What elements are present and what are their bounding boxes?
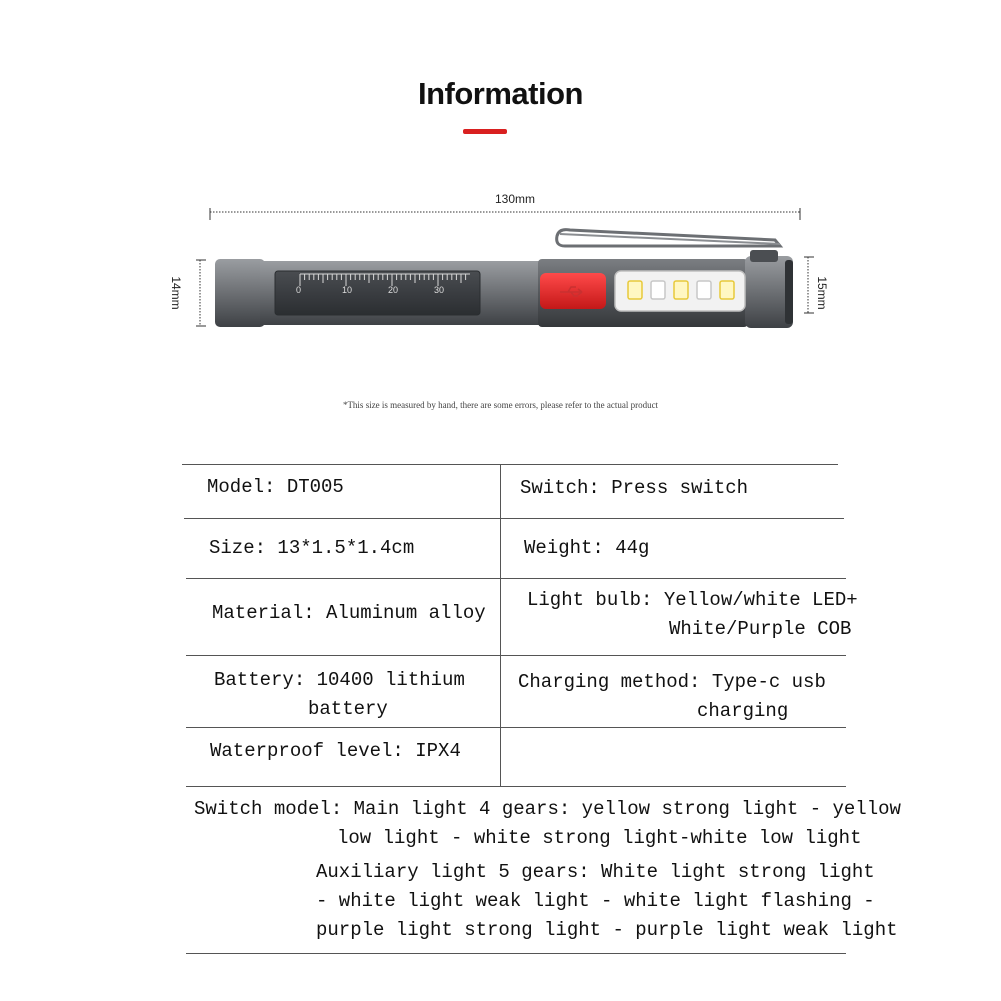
flashlight-illustration [160, 200, 840, 340]
spec-switch-model-line3: Auxiliary light 5 gears: White light strong light [316, 861, 875, 883]
spec-bulb-line2: White/Purple COB [669, 618, 852, 640]
page-title: Information [418, 76, 583, 111]
spec-switch-model-line2: low light - white strong light-white low light [337, 827, 862, 849]
spec-battery-line1: Battery: 10400 lithium [214, 669, 465, 691]
spec-bulb-line1: Light bulb: Yellow/white LED+ [527, 589, 858, 611]
spec-material: Material: Aluminum alloy [212, 602, 486, 624]
ruler-label-30: 30 [434, 285, 445, 295]
spec-switch-model-line5: purple light strong light - purple light weak light [316, 919, 898, 941]
spec-model: Model: DT005 [207, 476, 344, 498]
spec-switch-model-line1: Switch model: Main light 4 gears: yellow strong light - yellow [194, 798, 901, 820]
ruler-label-0: 0 [296, 285, 302, 295]
spec-charging-line2: charging [697, 700, 789, 722]
spec-weight: Weight: 44g [524, 537, 650, 559]
spec-size: Size: 13*1.5*1.4cm [209, 537, 415, 559]
spec-switch: Switch: Press switch [520, 477, 749, 499]
height-right-label: 15mm [815, 276, 829, 310]
measurement-note: *This size is measured by hand, there are some errors, please refer to the actual product [342, 400, 659, 410]
spec-charging-line1: Charging method: Type-c usb [518, 671, 826, 693]
spec-switch-model-line4: - white light weak light - white light flashing - [316, 890, 875, 912]
height-left-label: 14mm [169, 276, 183, 310]
ruler-label-20: 20 [388, 285, 399, 295]
length-dimension-label: 130mm [494, 192, 535, 206]
title-underline [463, 129, 507, 134]
ruler-label-10: 10 [342, 285, 353, 295]
spec-waterproof: Waterproof level: IPX4 [210, 740, 461, 762]
table-divider [500, 464, 501, 786]
spec-battery-line2: battery [308, 698, 388, 720]
press-switch [540, 273, 606, 309]
table-border [182, 464, 838, 465]
